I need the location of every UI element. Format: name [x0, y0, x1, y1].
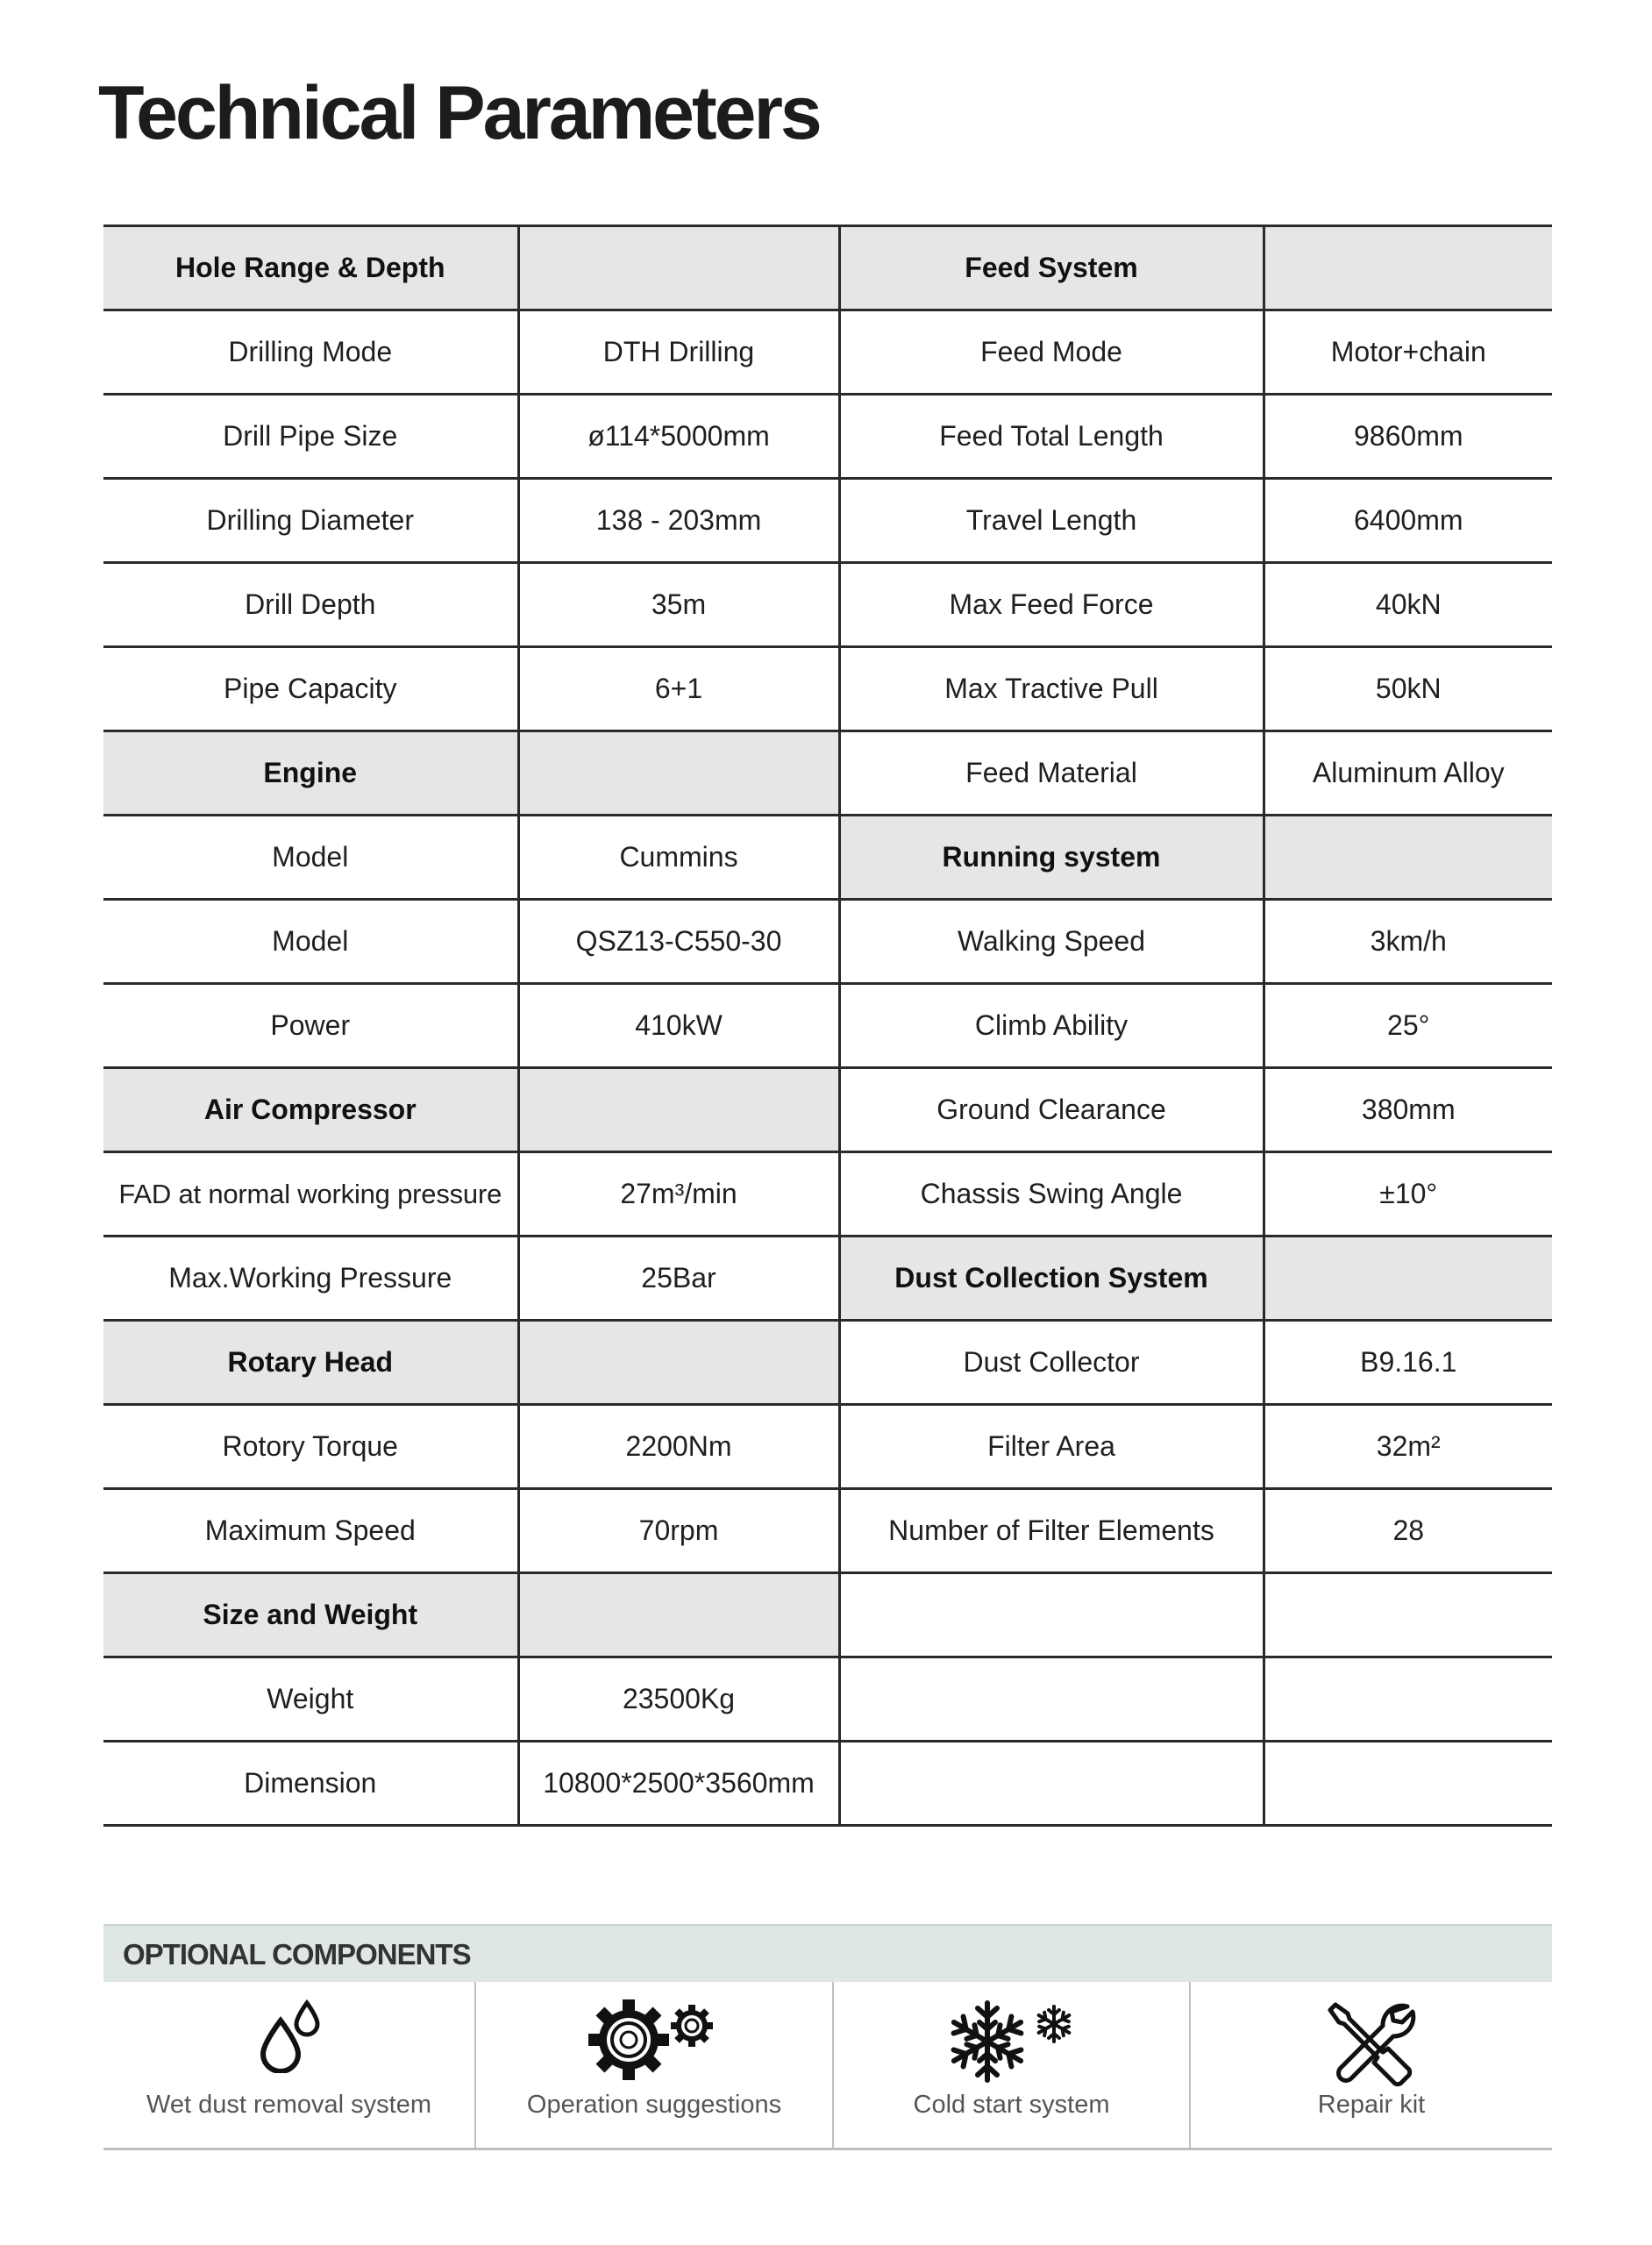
optional-item-cold-start [834, 1982, 1191, 2148]
optional-components-header [103, 1924, 1552, 1982]
parameter-value-cell [1264, 1742, 1552, 1826]
table-row [103, 226, 1552, 310]
parameter-value-cell: 6+1 [518, 647, 839, 731]
section-header-cell: Size and Weight [103, 1573, 518, 1657]
parameter-value-cell: 27m³/min [518, 1152, 839, 1237]
parameter-name-cell: Max.Working Pressure [103, 1237, 518, 1321]
page-title: Technical Parameters [98, 71, 820, 155]
parameter-name-cell: Max Tractive Pull [839, 647, 1264, 731]
snowflake-icon [943, 1998, 1080, 2085]
parameter-value-cell: QSZ13-C550-30 [518, 900, 839, 984]
parameter-value-cell [1264, 226, 1552, 310]
parameter-name-cell: Dust Collector [839, 1321, 1264, 1405]
parameter-name-cell [839, 1573, 1264, 1657]
table-row [103, 1237, 1552, 1321]
technical-parameters-table [103, 224, 1552, 1827]
parameter-value-cell: 35m [518, 563, 839, 647]
parameter-value-cell: 32m² [1264, 1405, 1552, 1489]
parameter-name-cell [839, 1742, 1264, 1826]
table-row [103, 1742, 1552, 1826]
parameter-value-cell: 25Bar [518, 1237, 839, 1321]
parameter-value-cell [518, 1573, 839, 1657]
parameter-value-cell: B9.16.1 [1264, 1321, 1552, 1405]
optional-item-repair-kit [1191, 1982, 1552, 2148]
parameter-name-cell: Dimension [103, 1742, 518, 1826]
section-header-cell: Feed System [839, 226, 1264, 310]
table-row [103, 310, 1552, 395]
parameter-name-cell: Climb Ability [839, 984, 1264, 1068]
parameter-value-cell: 10800*2500*3560mm [518, 1742, 839, 1826]
parameter-name-cell [839, 1657, 1264, 1742]
parameter-name-cell: Filter Area [839, 1405, 1264, 1489]
optional-item-label: Cold start system [913, 2091, 1110, 2119]
parameter-name-cell: Model [103, 900, 518, 984]
parameter-name-cell: Travel Length [839, 479, 1264, 563]
parameter-value-cell: 70rpm [518, 1489, 839, 1573]
section-header-cell: Air Compressor [103, 1068, 518, 1152]
table-row [103, 1405, 1552, 1489]
parameter-name-cell: Feed Material [839, 731, 1264, 816]
parameter-value-cell [1264, 1573, 1552, 1657]
parameter-name-cell: Walking Speed [839, 900, 1264, 984]
parameter-value-cell [518, 226, 839, 310]
parameter-value-cell: 3km/h [1264, 900, 1552, 984]
parameter-name-cell: Ground Clearance [839, 1068, 1264, 1152]
parameter-value-cell: ø114*5000mm [518, 395, 839, 479]
parameter-name-cell: Chassis Swing Angle [839, 1152, 1264, 1237]
parameter-value-cell: 23500Kg [518, 1657, 839, 1742]
optional-components-row [103, 1982, 1552, 2150]
parameter-value-cell: 380mm [1264, 1068, 1552, 1152]
gears-icon [588, 1998, 720, 2082]
parameter-value-cell [1264, 1657, 1552, 1742]
parameter-value-cell [1264, 816, 1552, 900]
optional-item-label: Repair kit [1317, 2091, 1426, 2119]
parameter-name-cell: FAD at normal working pressure [103, 1152, 518, 1237]
parameter-value-cell [518, 731, 839, 816]
parameter-value-cell: 9860mm [1264, 395, 1552, 479]
section-header-cell: Running system [839, 816, 1264, 900]
parameter-name-cell: Power [103, 984, 518, 1068]
parameter-value-cell: 40kN [1264, 563, 1552, 647]
parameter-name-cell: Drilling Diameter [103, 479, 518, 563]
parameter-name-cell: Drill Depth [103, 563, 518, 647]
parameter-value-cell: 28 [1264, 1489, 1552, 1573]
table-row [103, 900, 1552, 984]
parameter-value-cell: DTH Drilling [518, 310, 839, 395]
optional-item-label: Wet dust removal system [146, 2091, 431, 2119]
parameter-name-cell: Feed Total Length [839, 395, 1264, 479]
parameter-value-cell: 2200Nm [518, 1405, 839, 1489]
table-row [103, 1573, 1552, 1657]
parameter-value-cell: 6400mm [1264, 479, 1552, 563]
table-row [103, 563, 1552, 647]
section-header-cell: Rotary Head [103, 1321, 518, 1405]
parameter-value-cell: 138 - 203mm [518, 479, 839, 563]
parameter-value-cell: 50kN [1264, 647, 1552, 731]
parameter-value-cell: 25° [1264, 984, 1552, 1068]
optional-item-label: Operation suggestions [526, 2091, 782, 2119]
table-row [103, 731, 1552, 816]
table-row [103, 1152, 1552, 1237]
parameter-value-cell [518, 1321, 839, 1405]
optional-components-title: OPTIONAL COMPONENTS [123, 1938, 471, 1971]
wrench-screwdriver-icon [1323, 1998, 1420, 2089]
parameter-name-cell: Rotory Torque [103, 1405, 518, 1489]
table-row [103, 1489, 1552, 1573]
optional-item-operation [476, 1982, 834, 2148]
parameter-name-cell: Number of Filter Elements [839, 1489, 1264, 1573]
parameter-name-cell: Model [103, 816, 518, 900]
table-row [103, 1321, 1552, 1405]
table-row [103, 1657, 1552, 1742]
parameter-value-cell [1264, 1237, 1552, 1321]
water-drops-icon [254, 1998, 324, 2073]
parameter-name-cell: Pipe Capacity [103, 647, 518, 731]
parameter-value-cell: 410kW [518, 984, 839, 1068]
parameter-name-cell: Drill Pipe Size [103, 395, 518, 479]
parameter-value-cell: Aluminum Alloy [1264, 731, 1552, 816]
section-header-cell: Engine [103, 731, 518, 816]
parameter-value-cell: Motor+chain [1264, 310, 1552, 395]
section-header-cell: Hole Range & Depth [103, 226, 518, 310]
table-row [103, 1068, 1552, 1152]
parameter-value-cell [518, 1068, 839, 1152]
parameter-name-cell: Drilling Mode [103, 310, 518, 395]
table-row [103, 479, 1552, 563]
table-row [103, 984, 1552, 1068]
optional-item-wet-dust [103, 1982, 476, 2148]
parameter-name-cell: Feed Mode [839, 310, 1264, 395]
table-row [103, 647, 1552, 731]
table-row [103, 395, 1552, 479]
parameter-value-cell: ±10° [1264, 1152, 1552, 1237]
parameter-name-cell: Weight [103, 1657, 518, 1742]
table-row [103, 816, 1552, 900]
parameter-name-cell: Max Feed Force [839, 563, 1264, 647]
section-header-cell: Dust Collection System [839, 1237, 1264, 1321]
parameter-name-cell: Maximum Speed [103, 1489, 518, 1573]
parameter-value-cell: Cummins [518, 816, 839, 900]
